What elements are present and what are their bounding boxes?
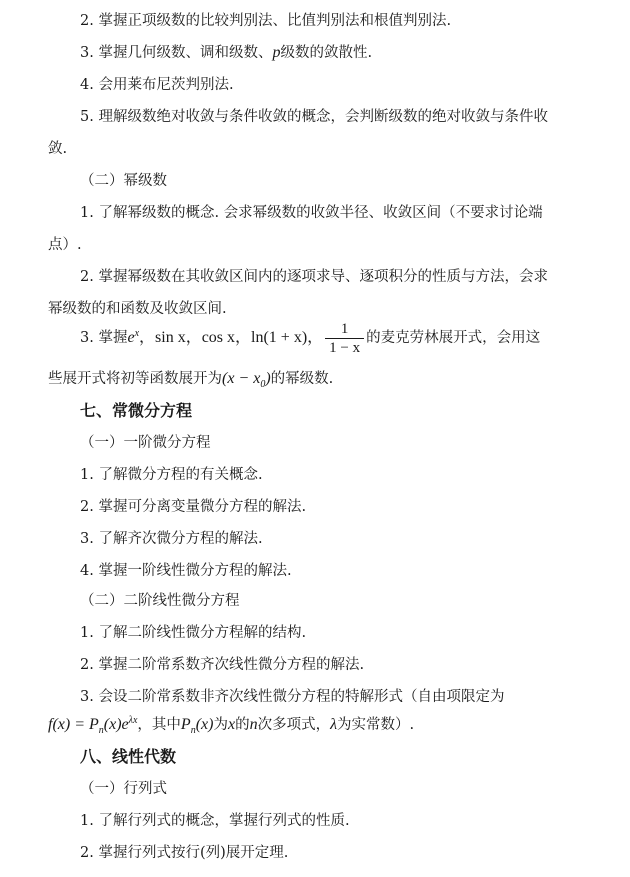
math-e: e <box>127 329 135 346</box>
math-p-arg: (x) <box>195 716 214 733</box>
item-maclaurin-cont <box>48 368 333 390</box>
math-sub-n: n <box>98 725 104 736</box>
item-absolute-convergence-cont: 敛. <box>48 141 68 157</box>
item-termwise-ops-cont: 幂级数的和函数及收敛区间. <box>48 301 227 317</box>
item-termwise-ops: 2. 掌握幂级数在其收敛区间内的逐项求导、逐项积分的性质与方法，会求 <box>80 269 548 285</box>
section-ode-heading: 七、常微分方程 <box>80 401 193 420</box>
item-de-concepts: 1. 了解微分方程的有关概念. <box>80 467 263 483</box>
math-p-sub: n <box>190 725 196 736</box>
math-expression <box>222 370 271 390</box>
text-of: 的 <box>235 717 250 733</box>
text-real-const: 为实常数）. <box>337 717 415 733</box>
fraction-numerator: 1 <box>340 320 349 337</box>
item-power-series-concept-cont: 点）. <box>48 237 82 253</box>
math-f-eq: f(x) = P <box>48 716 99 733</box>
math-sup-lambda: λx <box>128 715 138 726</box>
math-forcing-term <box>48 715 138 736</box>
item-determinant-properties: 1. 了解行列式的概念，掌握行列式的性质. <box>80 813 350 829</box>
text-is: 为 <box>213 717 228 733</box>
item-homogeneous: 3. 了解齐次微分方程的解法. <box>80 531 263 547</box>
math-pn <box>180 716 214 736</box>
math-lambda: λ <box>330 716 338 733</box>
math-fraction <box>325 320 364 357</box>
subsection-first-order: （一）一阶微分方程 <box>80 435 211 451</box>
item-text-end: 级数的敛散性. <box>280 45 373 61</box>
fraction-denominator: 1 − x <box>325 338 364 357</box>
item-cofactor-expansion: 2. 掌握行列式按行(列)展开定理. <box>80 845 289 861</box>
subsection-power-series: （二）幂级数 <box>80 173 167 189</box>
item-constant-coeff-homogeneous: 2. 掌握二阶常系数齐次线性微分方程的解法. <box>80 657 365 673</box>
math-mid: (x)e <box>103 716 129 733</box>
math-functions: ，sin x，cos x，ln(1 + x)， <box>139 329 324 346</box>
math-x: x <box>227 716 236 733</box>
math-x-minus: (x − x <box>222 370 261 387</box>
item-series-convergence <box>80 42 372 64</box>
math-close-paren: ) <box>265 370 271 387</box>
math-p: P <box>180 716 191 733</box>
item-absolute-convergence: 5. 理解级数绝对收敛与条件收敛的概念，会判断级数的绝对收敛与条件收 <box>80 109 548 125</box>
item-power-series-concept: 1. 了解幂级数的概念. 会求幂级数的收敛半径、收敛区间（不要求讨论端 <box>80 205 543 221</box>
item-comparison-tests: 2. 掌握正项级数的比较判别法、比值判别法和根值判别法. <box>80 13 452 29</box>
text-poly: 次多项式， <box>257 717 331 733</box>
item-solution-structure: 1. 了解二阶线性微分方程解的结构. <box>80 625 307 641</box>
item-leibniz-test: 4. 会用莱布尼茨判别法. <box>80 77 234 93</box>
item-text: 3. 掌握 <box>80 330 128 346</box>
math-n: n <box>249 716 258 733</box>
math-exp-power: x <box>134 328 140 339</box>
math-subscript: 0 <box>260 379 266 390</box>
item-text-end: 的幂级数. <box>270 371 334 387</box>
item-particular-solution-cont <box>48 712 414 738</box>
subsection-second-order: （二）二阶线性微分方程 <box>80 593 240 609</box>
section-linear-algebra-heading: 八、线性代数 <box>80 747 177 766</box>
item-maclaurin <box>80 318 540 358</box>
text-where: ，其中 <box>137 717 181 733</box>
math-p: p <box>272 44 281 61</box>
item-text: 3. 掌握几何级数、调和级数、 <box>80 45 273 61</box>
subsection-determinants: （一）行列式 <box>80 781 167 797</box>
item-separable: 2. 掌握可分离变量微分方程的解法. <box>80 499 307 515</box>
item-particular-solution: 3. 会设二阶常系数非齐次线性微分方程的特解形式（自由项限定为 <box>80 689 505 705</box>
item-first-order-linear: 4. 掌握一阶线性微分方程的解法. <box>80 563 292 579</box>
item-text-end: 的麦克劳林展开式，会用这 <box>366 330 541 346</box>
item-text: 些展开式将初等函数展开为 <box>48 371 222 387</box>
math-exp <box>127 329 139 346</box>
